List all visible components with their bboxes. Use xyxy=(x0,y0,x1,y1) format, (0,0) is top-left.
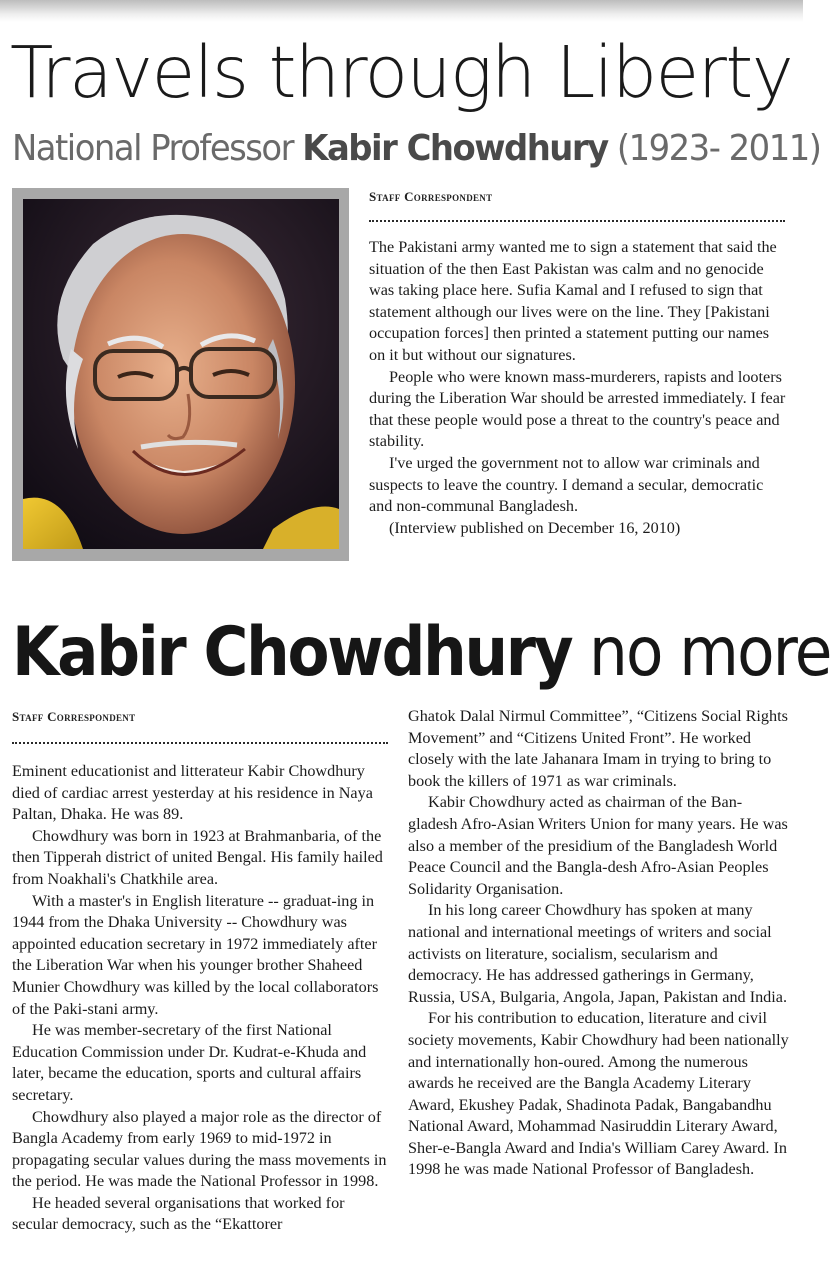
portrait-photo-icon xyxy=(23,199,339,549)
quote-paragraph: I've urged the government not to allow war criminals and suspects to leave the country. I demand a secular, democratic and non-communal Bangladesh. xyxy=(369,453,764,516)
obituary-paragraph: For his contribution to education, literature and civil society movements, Kabir Chowdhury had been nationally and internationally hon-oured. Among the numerous awards he received are the Bangla Academy Literary Award, Ekushey Padak, Shadinota Padak, Bangabandhu National Award, Mohammad Nasiruddin Literary Award, Sher-e-Bangla Award and India's William Carey Award. In 1998 he was made National Professor of Bangladesh. xyxy=(408,1009,789,1179)
subtitle-name: Kabir Chowdhury xyxy=(302,128,608,169)
page-headline: Travels through Liberty xyxy=(10,31,793,114)
quote-byline-divider xyxy=(369,220,785,222)
obituary-paragraph: Eminent educationist and litterateur Kabir Chowdhury died of cardiac arrest yesterday at his residence in Naya Paltan, Dhaka. He was 89. xyxy=(12,762,373,824)
obituary-paragraph: Chowdhury also played a major role as the director of Bangla Academy from early 1969 to mid-1972 in propagating secular values during the mass movements in the period. He was made the National Professor in 1998. xyxy=(12,1107,387,1191)
page-top-shadow xyxy=(0,0,803,22)
page-subtitle xyxy=(12,124,821,174)
quote-paragraph: The Pakistani army wanted me to sign a statement that said the situation of the then East Pakistan was calm and no genocide was taking place here. Sufia Kamal and I refused to sign that statement although our lives were on the line. They [Pakistani occupation forces] then printed a statement putting our names on it but without our signatures. xyxy=(369,238,777,364)
quote-column xyxy=(369,237,787,539)
portrait-photo-frame xyxy=(12,188,349,561)
obituary-left-column xyxy=(12,761,390,1236)
obituary-paragraph: He headed several organisations that worked for secular democracy, such as the “Ekattorer xyxy=(12,1193,345,1234)
quote-citation: (Interview published on December 16, 2010) xyxy=(389,518,681,537)
obituary-paragraph: With a master's in English literature -- graduat-ing in 1944 from the Dhaka University -- Chowdhury was appointed education secretary in 1972 immediately after the Liberation War when his younger brother Shaheed Munier Chowdhury was killed by the local collaborators of the Paki-stani army. xyxy=(12,891,379,1018)
obituary-headline-light: no more xyxy=(571,613,831,692)
obituary-paragraph: Chowdhury was born in 1923 at Brahmanbaria, of the then Tipperah district of united Bengal. His family hailed from Noakhali's Chatkhile area. xyxy=(12,826,383,888)
obituary-byline: Staff Correspondent xyxy=(12,709,136,724)
obituary-headline-bold: Kabir Chowdhury xyxy=(12,613,572,692)
obituary-right-column xyxy=(408,706,790,1181)
obituary-paragraph: In his long career Chowdhury has spoken at many national and international meetings of writers and social activists on literature, socialism, secularism and democracy. He has addressed gatherings in Germany, Russia, USA, Bulgaria, Angola, Japan, Pakistan and India. xyxy=(408,901,788,1006)
obituary-paragraph: Ghatok Dalal Nirmul Committee”, “Citizens Social Rights Movement” and “Citizens United Front”. He worked closely with the late Jahanara Imam in trying to bring to book the killers of 1971 as war criminals. xyxy=(408,707,788,790)
quote-paragraph: People who were known mass-murderers, rapists and looters during the Liberation War should be arrested immediately. I fear that these people would pose a threat to the country's peace and stability. xyxy=(369,367,786,451)
obituary-paragraph: Kabir Chowdhury acted as chairman of the Ban-gladesh Afro-Asian Writers Union for many years. He was also a member of the presidium of the Bangladesh World Peace Council and the Bangla-desh Afro-Asian Peoples Solidarity Organisation. xyxy=(408,793,788,898)
quote-byline: Staff Correspondent xyxy=(369,189,493,204)
obituary-headline xyxy=(12,608,831,698)
obituary-byline-divider xyxy=(12,742,388,744)
obituary-paragraph: He was member-secretary of the first National Education Commission under Dr. Kudrat-e-Khuda and later, became the education, sports and cultural affairs secretary. xyxy=(12,1021,367,1104)
subtitle-years: (1923- 2011) xyxy=(607,128,821,169)
subtitle-prefix: National Professor xyxy=(12,128,303,169)
